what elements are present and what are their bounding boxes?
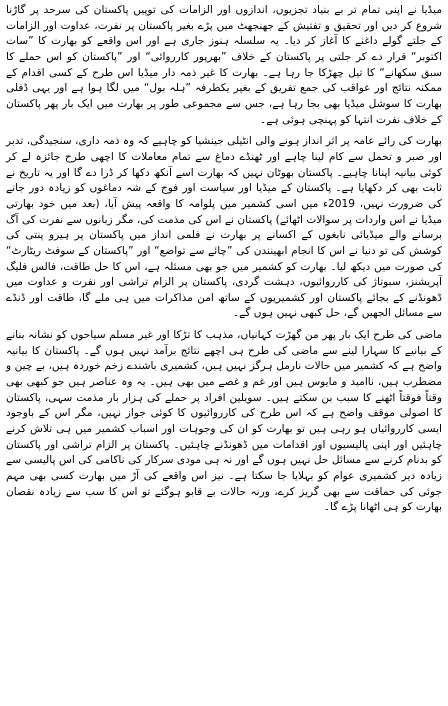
paragraph-3: ماضی کی طرح ایک بار پھر من گھڑت کہانیاں، مذہب کا تڑکا اور غیر مسلم سیاحوں کو نشانہ بنانے کے بیانیے کا سہارا لینے سے ماضی کی طرح ہی اچھے نتائج برآمد نہیں ہوں گے۔ پاکستان کا بیانیہ واضح ہے کہ کشمیر میں حالات نارمل ہرگز نہیں ہیں، کشمیری باشندے زخم خوردہ ہیں، بے چین و مضطرب ہیں، ناامید و مایوس ہیں اور غم و غصے میں بھی ہیں۔ یہ وہ عناصر ہیں جو کبھی بھی وقتاً فوقتاً اٹھنے کا سبب بن سکتے ہیں۔ سویلین افراد پر حملے کی ہزار بار مذمت سہی، پاکستان کا اصولی موقف واضح ہے کہ اس طرح کی کارروائیوں کا کوئی جواز نہیں، مگر اس کے باوجود ایسی کارروائیاں ہو رہی ہیں تو بھارت کو ان کی وجوہات اور اسباب کشمیر میں ہی تلاش کرنے چاہئیں اور اپنی پالیسیوں اور اقدامات میں ڈھونڈنے چاہئیں۔ پاکستان پر الزام تراشی اور پاکستان کو بدنام کرنے سے مسائل حل نہیں ہوں گے اور نہ ہی مودی سرکار کی ناکامی کی اس پالیسی سے زیادہ دیر کشمیری عوام کو بہلایا جا سکتا ہے۔ نیز اس واقعے کی آڑ میں بھارت کسی بھی مہم جوئی کی حماقت سے بھی گریز کرے، ورنہ حالات بے قابو ہوگئے تو اس کا سب سے زیادہ نقصان بھارت کو ہی اٹھانا پڑے گا۔ (6, 329, 442, 514)
paragraph-2: بھارت کی رائے عامہ پر اثر انداز ہونے والی انٹیلی جینشیا کو چاہیے کہ وہ ذمہ داری، سنجیدگی، تدبر اور صبر و تحمل سے کام لینا چاہے اور ٹھنڈے دماغ سے تمام معاملات کا اچھی طرح جائزہ لے کر کوئی بیانیہ اپنانا چاہیے۔ پاکستان بھوٹان نہیں کہ بھارت اسے آنکھ دکھا کر ڈرا دے گا اور یہ تاریخ نے ثابت بھی کر دکھایا ہے۔ پاکستان کے میڈیا اور سیاست اور فوج کے شہ دماغوں کو زیادہ دور جانے کی ضرورت نہیں، 2019ء میں اسی کشمیر میں پلوامہ کا واقعہ پیش آیا، (بعد میں خود بھارتی میڈیا نے اس واردات پر سوالات اٹھائے) پاکستان نے اس کی مذمت کی، مگر زبانوں سے نفرت کی آگ برسانے والے میڈیائی نابغوں کے اکسانے پر بھارت نے فلمی انداز میں پاکستان پر ہیرو پنتی کی کوشش کی تو دنیا نے اس کا انجام ابھینندن کی ”چائے سے تواضع“ اور ”پاکستان کے سوفٹ ریٹارٹ“ کی صورت میں دیکھ لیا۔ بھارت کو کشمیر میں جو بھی مسئلہ ہے، اس کا حل طاقت، فالس فلیگ آپریشنز، سبوتاژ کی کارروائیوں، دہشت گردی، پاکستان پر الزام تراشی اور نفرت و عداوت میں ڈھونڈنے کے بجائے پاکستان اور کشمیریوں کے ساتھ امن مذاکرات میں ہی ملے گا، طاقت اور ڈنڈے سے مسائل الجھیں گے، حل کبھی نہیں ہوں گے۔ (6, 135, 443, 320)
paragraph-1: میڈیا نے اپنی تمام تر بے بنیاد تجزیوں، اندازوں اور الزامات کی توپیں پاکستان کی سرحد پر گاڑنا شروع کر دیں اور تحقیق و تفتیش کے جھنجھٹ میں پڑے بغیر پاکستان پر نفرت، عداوت اور الزامات کے جلتے گولے داغنے کا آغاز کر دیا۔ یہ سلسلہ ہنوز جاری ہے اور اس واقعے کو بھارت کا ”سات اکتوبر“ قرار دے کر جلتی پر پاکستان کے خلاف ”بھرپور کارروائی“ اور ”پاکستان کو اس حملے کا سبق سکھانے“ کا تیل چھڑکا جا رہا ہے۔ بھارت کا غیر ذمہ دار میڈیا اس طرح کے کسی اقدام کے ممکنہ نتائج اور عواقب کی جمع تفریق کے بغیر یکطرفہ ”ہلہ بول“ میں لگا ہوا ہے اور یہی ڈفلی بھارت کا سوشل میڈیا بھی بجا رہا ہے، جس سے مجموعی طور پر بھارت میں ایک بار پھر پاکستان کے خلاف نفرت انتہا کو پہنچی ہوئی ہے۔ (6, 4, 442, 126)
